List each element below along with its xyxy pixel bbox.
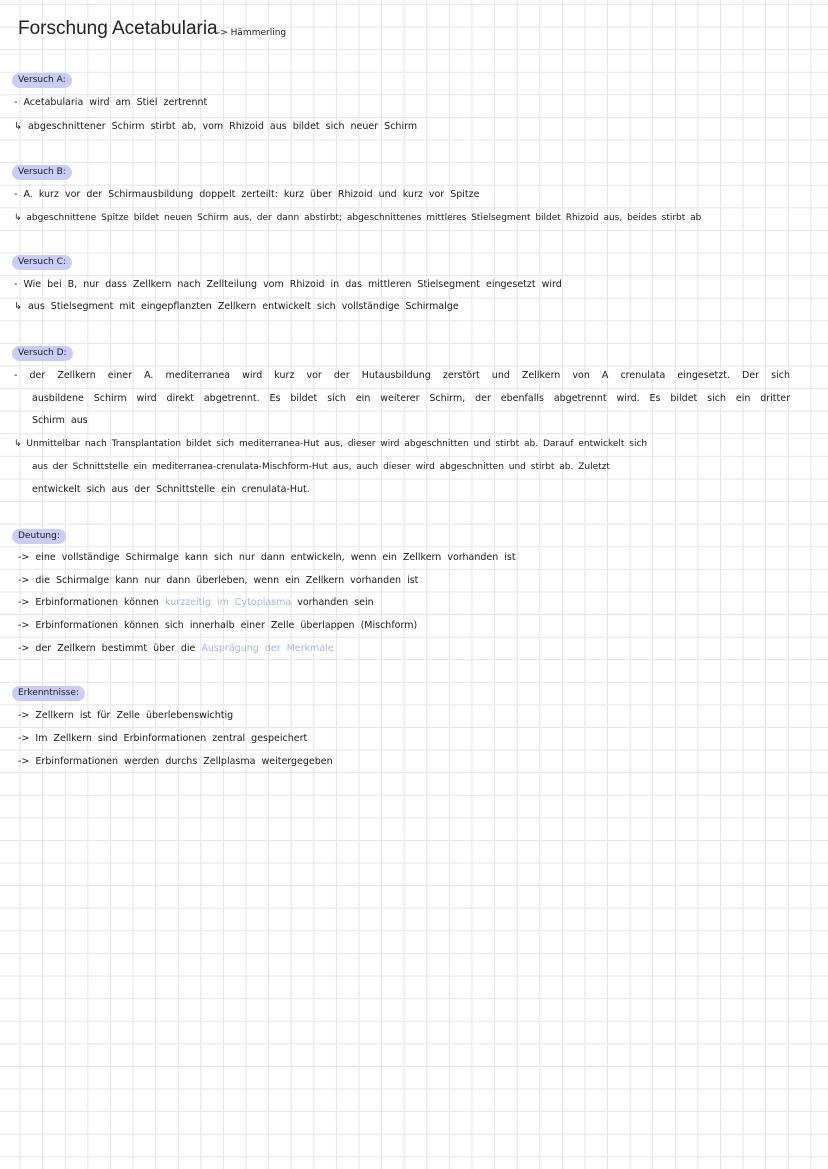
text-line xyxy=(18,642,334,656)
text-line: -> Erbinformationen können sich innerhalb einer Zelle überlappen (Mischform) xyxy=(18,620,418,631)
text: vorhanden sein xyxy=(297,597,374,608)
text-line: Schirm aus xyxy=(32,415,88,426)
text: -> der Zellkern bestimmt über die xyxy=(18,643,196,654)
text-line: aus der Schnittstelle ein mediterranea-crenulata-Mischform-Hut aus, auch dieser wird abgeschnitten und stirbt ab. Zuletzt xyxy=(32,462,610,472)
text-line: ↳ aus Stielsegment mit eingepflanzten Zellkern entwickelt sich vollständige Schirmalge xyxy=(14,301,459,312)
text-line: entwickelt sich aus der Schnittstelle ein crenulata-Hut. xyxy=(32,484,310,495)
section-label-versuch-c: Versuch C: xyxy=(12,255,72,270)
text-line: - Acetabularia wird am Stiel zertrennt xyxy=(14,97,208,108)
text: -> Erbinformationen können xyxy=(18,597,159,608)
text-line: -> Zellkern ist für Zelle überlebenswichtig xyxy=(18,710,234,721)
section-label-erkenntnisse: Erkenntnisse: xyxy=(12,686,85,701)
section-label-versuch-b: Versuch B: xyxy=(12,165,72,180)
page-title: Forschung Acetabularia xyxy=(18,18,218,39)
section-label-versuch-d: Versuch D: xyxy=(12,346,73,361)
text-line: - A. kurz vor der Schirmausbildung doppelt zerteilt: kurz über Rhizoid und kurz vor Spitze xyxy=(14,189,480,200)
highlighted-text: kurzzeitig im Cytoplasma xyxy=(164,597,292,608)
text-line: - Wie bei B, nur dass Zellkern nach Zellteilung vom Rhizoid in das mittleren Stielsegment eingesetzt wird xyxy=(14,279,562,290)
highlighted-text: Ausprägung der Merkmale xyxy=(201,643,334,654)
text-line: ↳ abgeschnittene Spitze bildet neuen Schirm aus, der dann abstirbt; abgeschnittenes mittleres Stielsegment bildet Rhizoid aus, beides stirbt ab xyxy=(14,213,702,223)
text-line: -> Erbinformationen werden durchs Zellplasma weitergegeben xyxy=(18,756,333,767)
text-line: -> eine vollständige Schirmalge kann sich nur dann entwickeln, wenn ein Zellkern vorhanden ist xyxy=(18,552,516,563)
text-line: -> die Schirmalge kann nur dann überleben, wenn ein Zellkern vorhanden ist xyxy=(18,575,419,586)
section-label-versuch-a: Versuch A: xyxy=(12,73,72,88)
text-line: ↳ Unmittelbar nach Transplantation bildet sich mediterranea-Hut aus, dieser wird abgeschnitten und stirbt ab. Darauf entwickelt sich xyxy=(14,439,648,449)
text-line xyxy=(18,596,374,610)
text-line: - der Zellkern einer A. mediterranea wird kurz vor der Hutausbildung zerstört und Zellkern von A crenulata eingesetzt. Der sich xyxy=(14,370,790,381)
section-label-deutung: Deutung: xyxy=(12,529,66,544)
text-line: -> Im Zellkern sind Erbinformationen zentral gespeichert xyxy=(18,733,308,744)
subtitle: -> Hämmerling xyxy=(217,28,287,38)
text-line: ausbildene Schirm wird direkt abgetrennt. Es bildet sich ein weiterer Schirm, der ebenfalls abgetrennt wird. Es bildet sich ein dritter xyxy=(32,393,790,404)
text-line: ↳ abgeschnittener Schirm stirbt ab, vom Rhizoid aus bildet sich neuer Schirm xyxy=(14,121,418,132)
